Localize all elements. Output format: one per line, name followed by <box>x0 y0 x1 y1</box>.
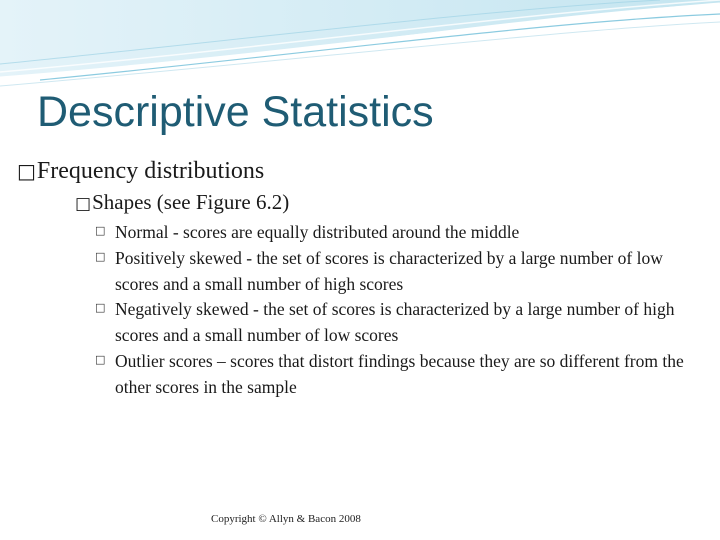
square-bullet-icon: □ <box>95 249 106 263</box>
shape-bullet-list <box>95 220 695 401</box>
list-item <box>95 349 695 401</box>
list-item <box>95 246 695 298</box>
list-item <box>95 297 695 349</box>
header-wave-banner <box>0 0 720 90</box>
square-bullet-icon: □ <box>95 352 106 366</box>
square-bullet-icon: □ <box>17 159 36 183</box>
bullet-level2 <box>75 188 289 218</box>
bullet-level2-text: Shapes (see Figure 6.2) <box>92 190 290 214</box>
copyright-footer: Copyright © Allyn & Bacon 2008 <box>211 513 361 525</box>
square-bullet-icon: □ <box>95 224 106 237</box>
list-item-text: Outlier scores – scores that distort findings because they are so different from the other scores in the sample <box>115 350 684 397</box>
square-bullet-icon: □ <box>95 301 106 315</box>
list-item-text: Negatively skewed - the set of scores is characterized by a large number of high scores and a small number of low scores <box>115 299 675 346</box>
square-bullet-icon: □ <box>75 194 92 214</box>
bullet-level1-text: Frequency distributions <box>36 158 265 184</box>
list-item <box>95 220 695 246</box>
bullet-level1 <box>17 156 264 186</box>
slide-title: Descriptive Statistics <box>37 88 434 136</box>
list-item-text: Positively skewed - the set of scores is characterized by a large number of low scores and a small number of high scores <box>115 247 663 294</box>
list-item-text: Normal - scores are equally distributed around the middle <box>115 222 520 242</box>
